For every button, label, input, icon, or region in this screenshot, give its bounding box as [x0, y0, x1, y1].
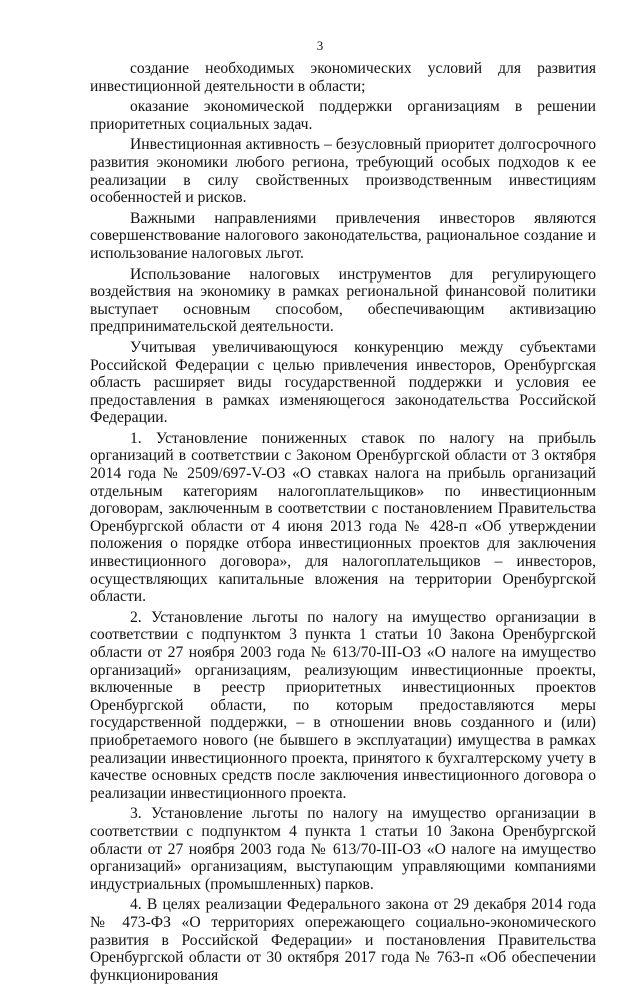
paragraph-5: Использование налоговых инструментов для регулирующего воздействия на экономику в рамках региональной финансовой политики выступает основным способом, обеспечивающим активизацию предпринимательской деятельности. [90, 265, 596, 336]
paragraph-10: 4. В целях реализации Федерального закона от 29 декабря 2014 года № 473-ФЗ «О территориях опережающего социально-экономического развития в Российской Федерации» и постановления Правительства Оренбургской области от 30 октября 2017 года № 763-п «Об обеспечении функционирования [90, 896, 596, 984]
paragraph-2: оказание экономической поддержки организациям в решении приоритетных социальных задач. [90, 98, 596, 133]
paragraph-7: 1. Установление пониженных ставок по налогу на прибыль организаций в соответствии с Законом Оренбургской области от 3 октября 2014 года № 2509/697-V-ОЗ «О ставках налога на прибыль организаций отдельным категориям налогоплательщиков» по инвестиционным договорам, заключенным в соответствии с постановлением Правительства Оренбургской области от 4 июня 2013 года № 428-п «Об утверждении положения о порядке отбора инвестиционных проектов для заключения инвестиционного договора», для налогоплательщиков – инвесторов, осуществляющих капитальные вложения на территории Оренбургской области. [90, 429, 596, 606]
paragraph-3: Инвестиционная активность – безусловный приоритет долгосрочного развития экономики любого региона, требующий особых подходов к ее реализации в силу свойственных производственным инвестициям особенностей и рисков. [90, 136, 596, 207]
document-body [90, 60, 596, 987]
paragraph-6: Учитывая увеличивающуюся конкуренцию между субъектами Российской Федерации с целью привлечения инвесторов, Оренбургская область расширяет виды государственной поддержки и условия ее предоставления в рамках изменяющегося законодательства Российской Федерации. [90, 338, 596, 427]
paragraph-9: 3. Установление льготы по налогу на имущество организации в соответствии с подпунктом 4 пункта 1 статьи 10 Закона Оренбургской области от 27 ноября 2003 года № 613/70-III-ОЗ «О налоге на имущество организаций» организациям, выступающим управляющими компаниями индустриальных (промышленных) парков. [90, 805, 596, 893]
paragraph-1: создание необходимых экономических условий для развития инвестиционной деятельности в области; [90, 60, 596, 95]
page-number: 3 [316, 38, 324, 53]
paragraph-8: 2. Установление льготы по налогу на имущество организации в соответствии с подпунктом 3 пункта 1 статьи 10 Закона Оренбургской области от 27 ноября 2003 года № 613/70-III-ОЗ «О налоге на имущество организаций» организациям, реализующим инвестиционные проекты, включенные в реестр приоритетных инвестиционных проектов Оренбургской области, по которым предоставляются меры государственной поддержки, – в отношении вновь созданного и (или) приобретаемого нового (не бывшего в эксплуатации) имущества в рамках реализации инвестиционного проекта, принятого к бухгалтерскому учету в качестве основных средств после заключения инвестиционного договора о реализации инвестиционного проекта. [90, 608, 596, 802]
paragraph-4: Важными направлениями привлечения инвесторов являются совершенствование налогового законодательства, рациональное создание и использование налоговых льгот. [90, 209, 596, 262]
